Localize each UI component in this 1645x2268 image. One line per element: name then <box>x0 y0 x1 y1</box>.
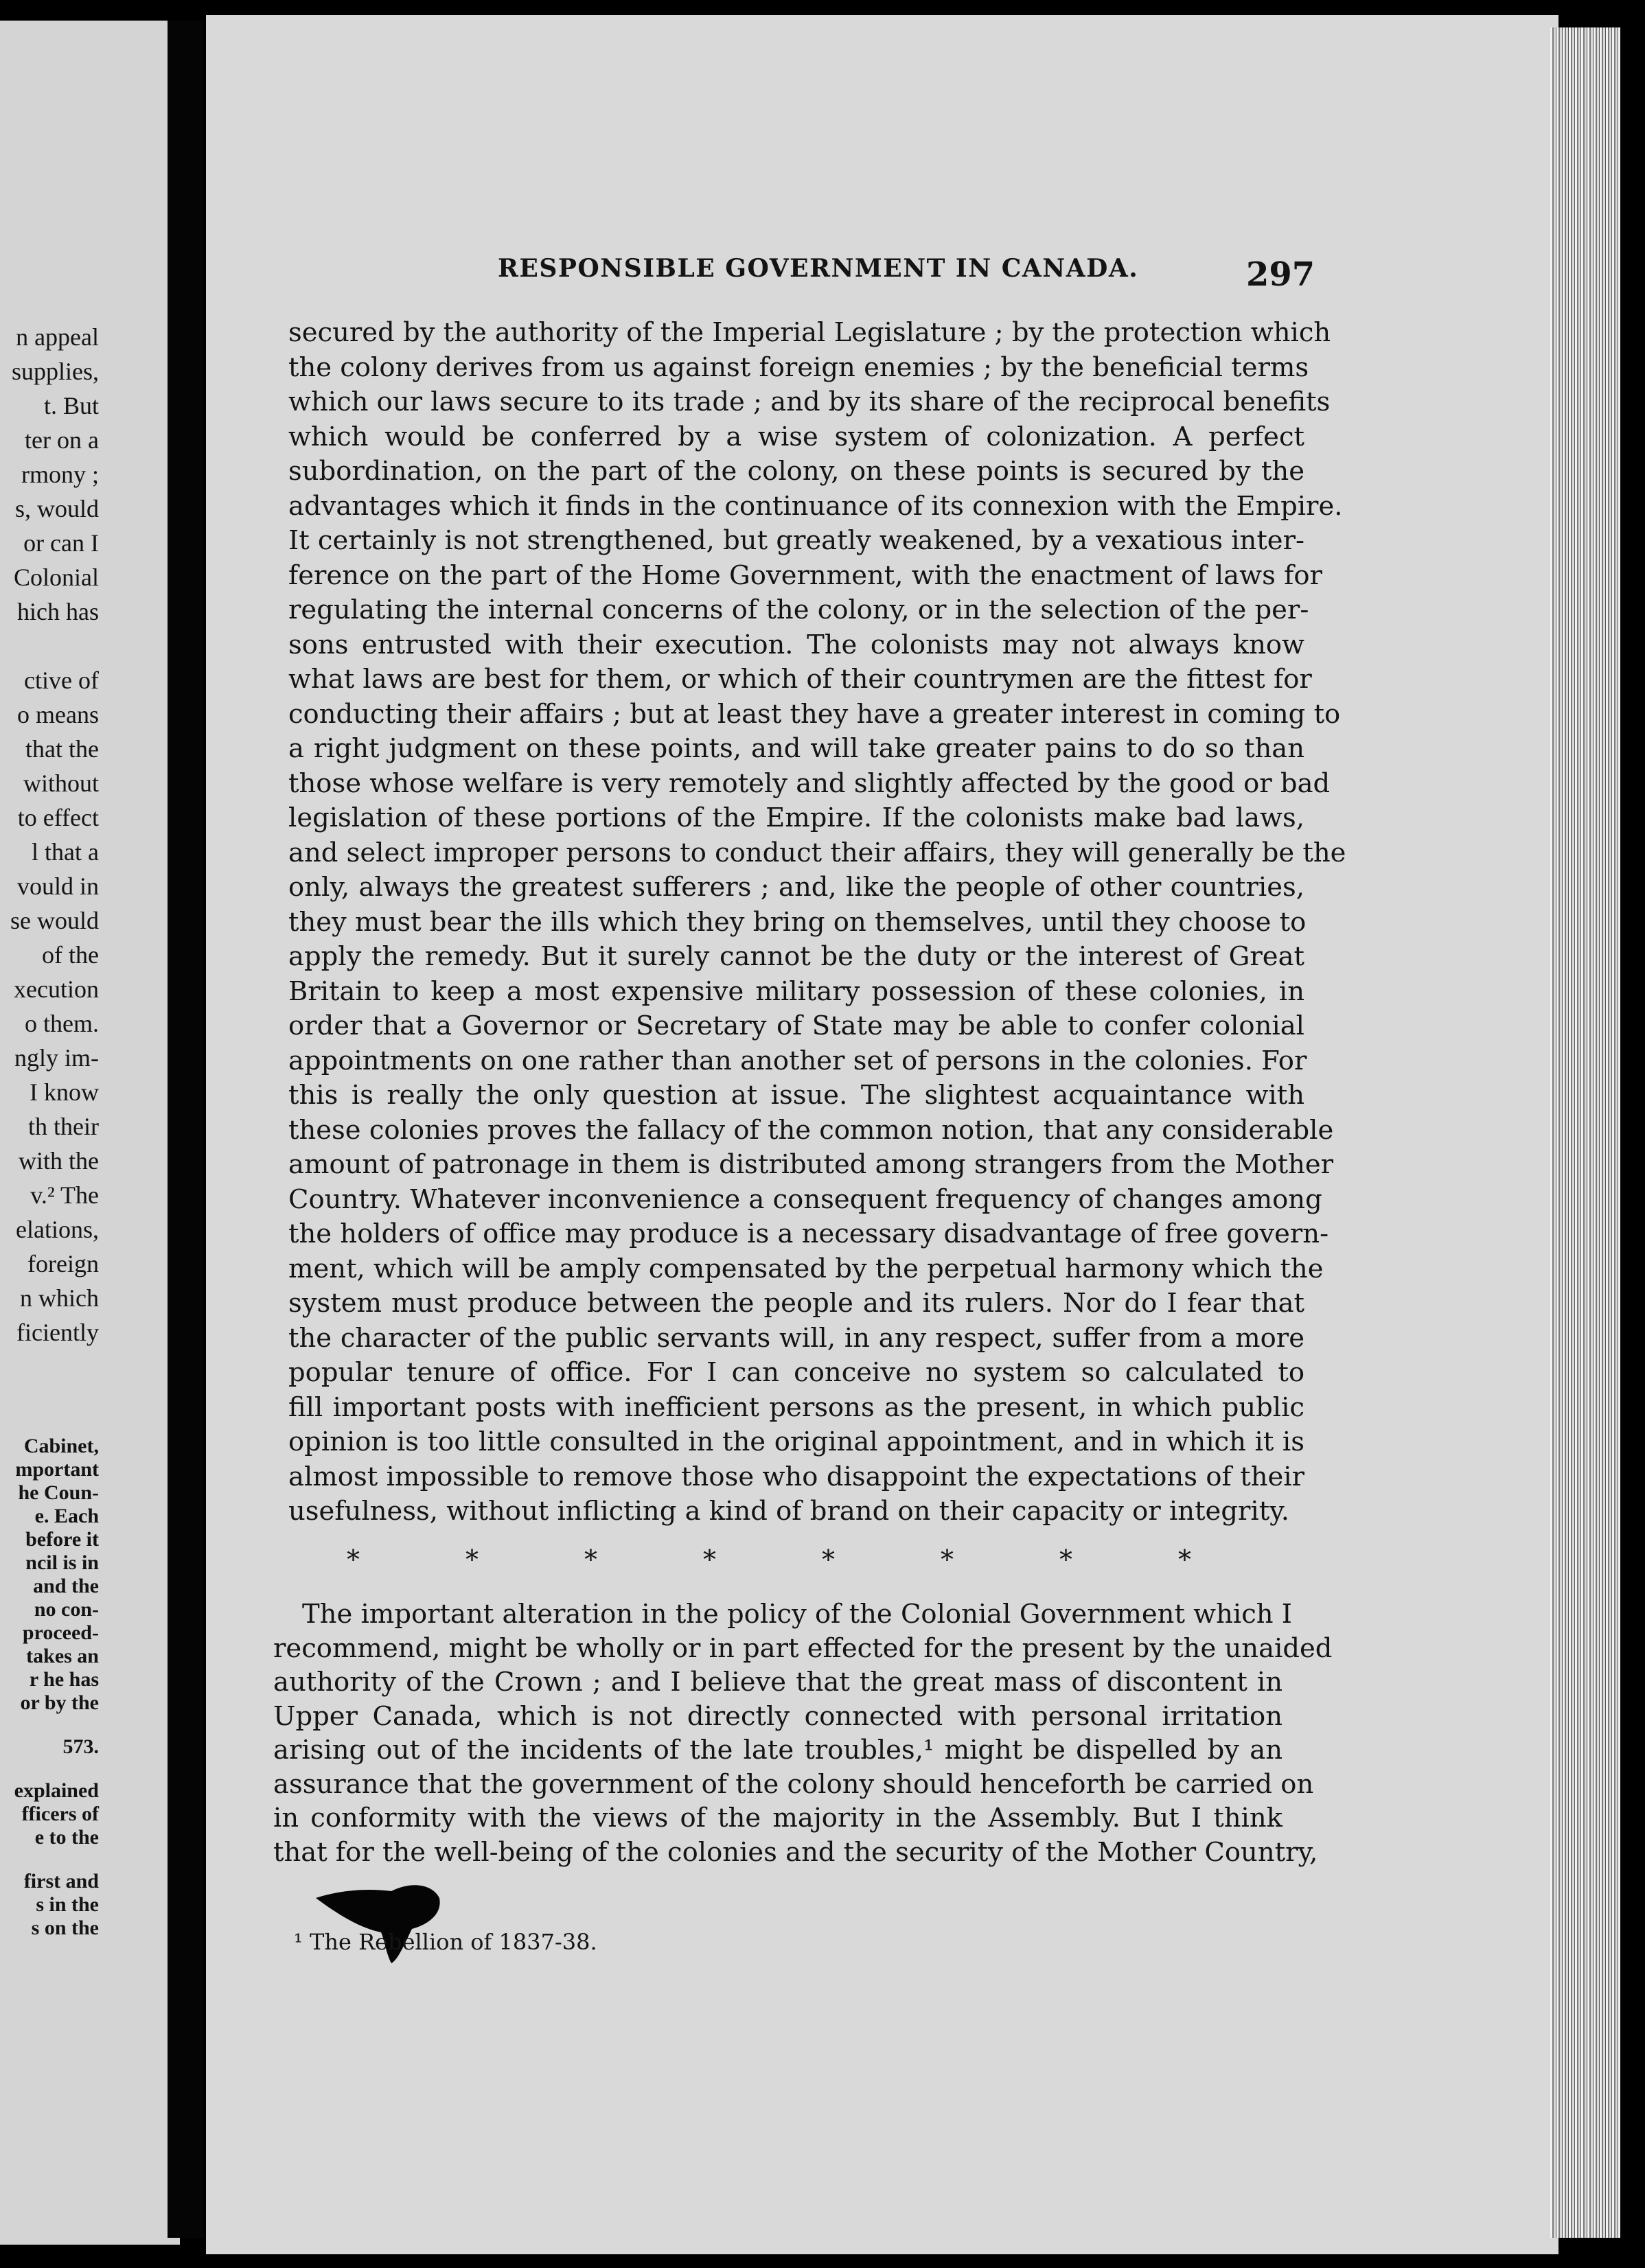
facing-text-line: se would <box>10 907 99 934</box>
facing-footnote-line: e to the <box>34 1826 99 1849</box>
facing-text-line: o means <box>17 701 99 728</box>
facing-text-line: ctive of <box>24 667 99 694</box>
facing-footnote-line: before it <box>25 1528 99 1551</box>
text-line: usefulness, without inflicting a kind of brand on their capacity or integrity. <box>288 1496 1290 1527</box>
text-line: arising out of the incidents of the late troubles,¹ might be dispelled by an <box>273 1735 1282 1766</box>
facing-text-line: of the <box>42 941 99 969</box>
text-line: and select improper persons to conduct their affairs, they will generally be the <box>288 837 1346 868</box>
facing-footnote-line: mportant <box>15 1458 99 1481</box>
facing-footnote-line: fficers of <box>21 1803 99 1825</box>
facing-footnote-line: s in the <box>36 1893 99 1916</box>
text-line: sons entrusted with their execution. The colonists may not always know <box>288 629 1304 660</box>
text-line: this is really the only question at issue. The slightest acquaintance with <box>288 1080 1304 1111</box>
text-line: Britain to keep a most expensive military possession of these colonies, in <box>288 975 1304 1007</box>
text-line: order that a Governor or Secretary of State may be able to confer colonial <box>288 1010 1304 1041</box>
text-line: subordination, on the part of the colony, on these points is secured by the <box>288 456 1304 487</box>
asterisk: * <box>465 1544 479 1575</box>
text-line: authority of the Crown ; and I believe that the great mass of discontent in <box>273 1667 1282 1698</box>
text-line: fill important posts with inefficient persons as the present, in which public <box>288 1391 1304 1423</box>
asterisk: * <box>1059 1544 1072 1575</box>
facing-text-line: supplies, <box>11 358 99 385</box>
facing-page-fragment <box>0 21 180 2245</box>
text-line: secured by the authority of the Imperial Legislature ; by the protection which <box>288 317 1331 348</box>
page-number: 297 <box>1246 255 1315 294</box>
facing-text-line: hich has <box>17 598 99 625</box>
text-line: the colony derives from us against foreign enemies ; by the beneficial terms <box>288 351 1309 383</box>
facing-text-line: elations, <box>16 1216 99 1243</box>
text-line: It certainly is not strengthened, but greatly weakened, by a vexatious inter- <box>288 525 1304 556</box>
text-line: the holders of office may produce is a necessary disadvantage of free govern- <box>288 1218 1329 1249</box>
text-line: recommend, might be wholly or in part effected for the present by the unaided <box>273 1632 1333 1664</box>
text-line: Upper Canada, which is not directly connected with personal irritation <box>273 1700 1282 1732</box>
text-line: The important alteration in the policy of the Colonial Government which I <box>302 1599 1293 1630</box>
facing-footnote-line: no con- <box>34 1598 99 1621</box>
facing-text-line: ngly im- <box>14 1044 99 1072</box>
facing-text-line: ter on a <box>25 426 99 454</box>
facing-text-line: n appeal <box>16 323 99 351</box>
facing-footnote-line: ncil is in <box>25 1551 99 1574</box>
page-edges <box>1550 27 1620 2238</box>
facing-text-line: o them. <box>25 1010 99 1037</box>
text-line: they must bear the ills which they bring on themselves, until they choose to <box>288 906 1307 938</box>
text-line: advantages which it finds in the continuance of its connexion with the Empire. <box>288 490 1343 522</box>
text-line: apply the remedy. But it surely cannot be the duty or the interest of Great <box>288 941 1304 972</box>
facing-footnote-line: first and <box>23 1870 99 1893</box>
text-line: regulating the internal concerns of the colony, or in the selection of the per- <box>288 594 1309 625</box>
text-line: amount of patronage in them is distributed among strangers from the Mother <box>288 1149 1334 1180</box>
facing-text-line: without <box>23 769 99 797</box>
facing-footnote-line: r he has <box>29 1668 99 1691</box>
text-line: opinion is too little consulted in the original appointment, and in which it is <box>288 1426 1304 1457</box>
facing-footnote-line: or by the <box>20 1691 99 1714</box>
facing-footnote-line: proceed- <box>22 1621 99 1644</box>
text-line: appointments on one rather than another set of persons in the colonies. For <box>288 1045 1307 1076</box>
facing-text-line: vould in <box>16 872 99 900</box>
text-line: assurance that the government of the colony should henceforth be carried on <box>273 1768 1314 1800</box>
asterisk: * <box>584 1544 597 1575</box>
facing-text-line: xecution <box>14 975 99 1003</box>
facing-text-line: n which <box>20 1284 99 1312</box>
facing-footnote-line: he Coun- <box>18 1481 99 1504</box>
facing-footnote-line: e. Each <box>34 1505 99 1527</box>
facing-text-line: t. But <box>43 392 99 419</box>
facing-text-line: that the <box>25 735 99 763</box>
facing-footnote-line: 573. <box>62 1735 99 1758</box>
book-gutter <box>168 21 203 2238</box>
asterisk: * <box>1178 1544 1191 1575</box>
text-line: which our laws secure to its trade ; and by its share of the reciprocal benefits <box>288 386 1331 417</box>
text-line: these colonies proves the fallacy of the common notion, that any considerable <box>288 1114 1334 1146</box>
text-line: what laws are best for them, or which of their countrymen are the fittest for <box>288 664 1312 695</box>
asterisk: * <box>822 1544 835 1575</box>
facing-text-line: with the <box>19 1147 99 1174</box>
text-line: legislation of these portions of the Empire. If the colonists make bad laws, <box>288 802 1304 833</box>
facing-text-line: s, would <box>14 495 99 522</box>
text-line: ference on the part of the Home Government, with the enactment of laws for <box>288 559 1322 591</box>
asterisk: * <box>347 1544 360 1575</box>
facing-text-line: foreign <box>27 1250 99 1277</box>
facing-text-line: or can I <box>23 529 99 557</box>
text-line: in conformity with the views of the majority in the Assembly. But I think <box>273 1803 1282 1833</box>
asterisk: * <box>703 1544 716 1575</box>
facing-footnote-line: Cabinet, <box>23 1435 99 1457</box>
text-line: only, always the greatest sufferers ; and, like the people of other countries, <box>288 872 1304 903</box>
facing-text-line: l that a <box>32 838 99 866</box>
facing-footnote-line: s on the <box>31 1917 99 1939</box>
facing-text-line: rmony ; <box>21 461 99 488</box>
facing-text-line: th their <box>28 1113 99 1140</box>
facing-footnote-line: explained <box>14 1779 99 1802</box>
footnote: ¹ The Rebellion of 1837-38. <box>294 1929 597 1955</box>
text-line: system must produce between the people and its rulers. Nor do I fear that <box>288 1288 1304 1319</box>
asterisk: * <box>941 1544 954 1575</box>
facing-text-line: v.² The <box>30 1181 99 1209</box>
facing-footnote-line: takes an <box>26 1645 99 1667</box>
text-line: ment, which will be amply compensated by the perpetual harmony which the <box>288 1253 1324 1284</box>
text-line: a right judgment on these points, and will take greater pains to do so than <box>288 733 1304 764</box>
facing-text-line: Colonial <box>14 564 99 591</box>
facing-text-line: to effect <box>17 804 99 831</box>
text-line: almost impossible to remove those who disappoint the expectations of their <box>288 1461 1304 1492</box>
facing-footnote-line: and the <box>33 1575 99 1597</box>
text-line: that for the well-being of the colonies and the security of the Mother Country, <box>273 1836 1318 1868</box>
facing-text-line: I know <box>30 1078 99 1106</box>
text-line: Country. Whatever inconvenience a consequent frequency of changes among <box>288 1183 1322 1215</box>
running-head: RESPONSIBLE GOVERNMENT IN CANADA. <box>498 254 1139 283</box>
text-line: those whose welfare is very remotely and slightly affected by the good or bad <box>288 767 1331 799</box>
facing-text-line: ficiently <box>16 1319 99 1346</box>
text-line: conducting their affairs ; but at least they have a greater interest in coming to <box>288 698 1341 730</box>
text-line: the character of the public servants will, in any respect, suffer from a more <box>288 1322 1304 1354</box>
text-line: which would be conferred by a wise system of colonization. A perfect <box>288 421 1304 452</box>
text-line: popular tenure of office. For I can conceive no system so calculated to <box>288 1357 1304 1388</box>
